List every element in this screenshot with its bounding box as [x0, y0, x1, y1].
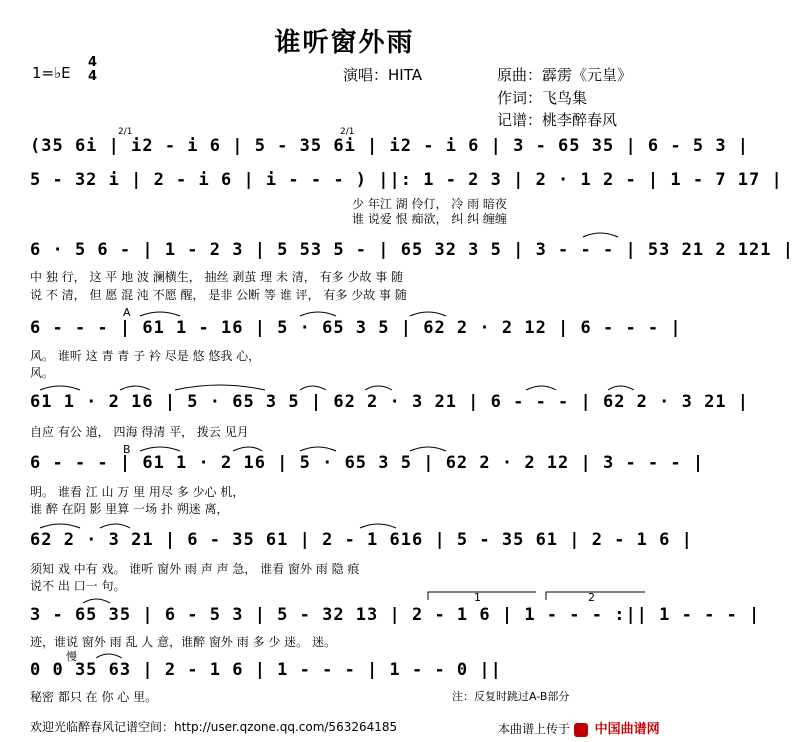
ending-1-label: 1: [474, 591, 481, 604]
slur: [100, 524, 130, 528]
slur: [410, 312, 446, 316]
lyric-line-3a: 中 独 行， 这 平 地 波 澜横生， 抽丝 剥茧 理 未 清， 有多 少故 事 随: [30, 270, 404, 284]
score-line-5: 61 1 · 2 16 | 5 · 65 3 5 | 62 2 · 3 21 | 6 - - - | 62 2 · 3 21 |: [30, 392, 750, 412]
lyric-line-5a: 自应 有公 道， 四海 得清 平， 拨云 见月: [30, 425, 249, 439]
footer-site-text: 欢迎光临醉春风记谱空间：http://user.qzone.qq.com/563264185: [30, 720, 398, 734]
singer-credit: 演唱：HITA: [343, 66, 422, 84]
slur: [608, 386, 634, 390]
lyric-line-9a: 秘密 都只 在 你 心 里。: [30, 690, 158, 704]
score-line-8: 3 - 65 35 | 6 - 5 3 | 5 - 32 13 | 2 - 1 6 | 1 - - - :|| 1 - - - |: [30, 605, 761, 625]
slur: [233, 447, 262, 451]
lyric-line-4b: 风。: [30, 366, 55, 380]
score-line-9: 0 0 35 63 | 2 - 1 6 | 1 - - - | 1 - - 0 ||: [30, 660, 502, 680]
slur: [175, 385, 265, 390]
section-marker-a: A: [123, 306, 131, 319]
ending-2-bracket: [546, 592, 645, 600]
lyric-line-3b: 说 不 清， 但 愿 混 沌 不愿 醒， 是非 公断 等 谁 评， 有多 少故 事 随: [30, 288, 407, 302]
ending-1-bracket: [428, 592, 536, 600]
slur: [40, 386, 80, 390]
slur: [300, 386, 326, 390]
lyric-line-8a: 迹，谁说 窗外 雨 乱 人 意，谁醉 窗外 雨 多 少 迷。 迷。: [30, 635, 336, 649]
score-line-2: 5 - 32 i | 2 - i 6 | i - - - ) ||: 1 - 2 3 | 2 · 1 2 - | 1 - 7 17 |: [30, 170, 783, 190]
slur: [140, 312, 180, 316]
lyric-line-6b: 谁 醉 在阴 影 里算 一场 扑 朔迷 离，: [30, 502, 229, 516]
intro-mark-2: 2/1: [340, 127, 355, 137]
lyric-line-6a: 明。 谁看 江 山 万 里 用尽 多 少心 机，: [30, 485, 245, 499]
slur: [365, 386, 392, 390]
slur: [300, 447, 336, 451]
score-line-7: 62 2 · 3 21 | 6 - 35 61 | 2 - 1 616 | 5 - 35 61 | 2 - 1 6 |: [30, 530, 693, 550]
lyric-line-4a: 风。 谁听 这 青 青 子 衿 尽是 悠 悠我 心，: [30, 349, 261, 363]
slur: [83, 599, 110, 603]
score-line-3: 6 · 5 6 - | 1 - 2 3 | 5 53 5 - | 65 32 3 5 | 3 - - - | 53 21 2 121 |: [30, 240, 794, 260]
key-signature: 1=♭E: [32, 64, 71, 82]
lyricist-credit: 作词：飞鸟集: [497, 89, 588, 107]
intro-mark-1: 2/1: [118, 127, 133, 137]
time-signature-top: 4: [88, 55, 98, 70]
slur: [410, 447, 446, 451]
repeat-note: 注：反复时跳过A-B部分: [452, 690, 570, 703]
section-marker-b: B: [123, 443, 131, 456]
score-line-1: (35 6i | i2 - i 6 | 5 - 35 6i | i2 - i 6 | 3 - 65 35 | 6 - 5 3 |: [30, 136, 750, 156]
slur: [96, 654, 122, 658]
transcriber-credit: 记谱：桃李醉春风: [497, 111, 618, 129]
page-title: 谁听窗外雨: [274, 28, 415, 58]
ending-2-label: 2: [588, 591, 595, 604]
lyric-line-7a: 须知 戏 中有 戏。 谁听 窗外 雨 声 声 急， 谁看 窗外 雨 隐 痕: [30, 562, 360, 576]
slow-marker: 慢: [66, 650, 77, 663]
slur: [360, 524, 396, 528]
slur: [140, 447, 180, 451]
slur: [40, 524, 80, 528]
lyric-line-2a: 少 年江 湖 伶仃， 冷 雨 暗夜: [352, 197, 507, 211]
time-signature-bottom: 4: [88, 69, 98, 84]
site-logo-icon: [574, 723, 588, 737]
slur: [526, 386, 556, 390]
lyric-line-7b: 说不 出 口一 句。: [30, 579, 126, 593]
original-credit: 原曲：霹雳《元皇》: [497, 66, 633, 84]
footer-upload-prefix: 本曲谱上传于: [498, 722, 571, 736]
footer-brand: 中国曲谱网: [594, 722, 660, 737]
slur: [583, 233, 618, 237]
footer-upload-text: [498, 718, 660, 737]
slur: [300, 312, 336, 316]
slur: [120, 386, 150, 390]
score-line-6: 6 - - - | 61 1 · 2 16 | 5 · 65 3 5 | 62 2 · 2 12 | 3 - - - |: [30, 453, 705, 473]
lyric-line-2b: 谁 说爱 恨 痴欲， 纠 纠 缠缠: [352, 212, 507, 226]
score-line-4: 6 - - - | 61 1 - 16 | 5 · 65 3 5 | 62 2 · 2 12 | 6 - - - |: [30, 318, 682, 338]
